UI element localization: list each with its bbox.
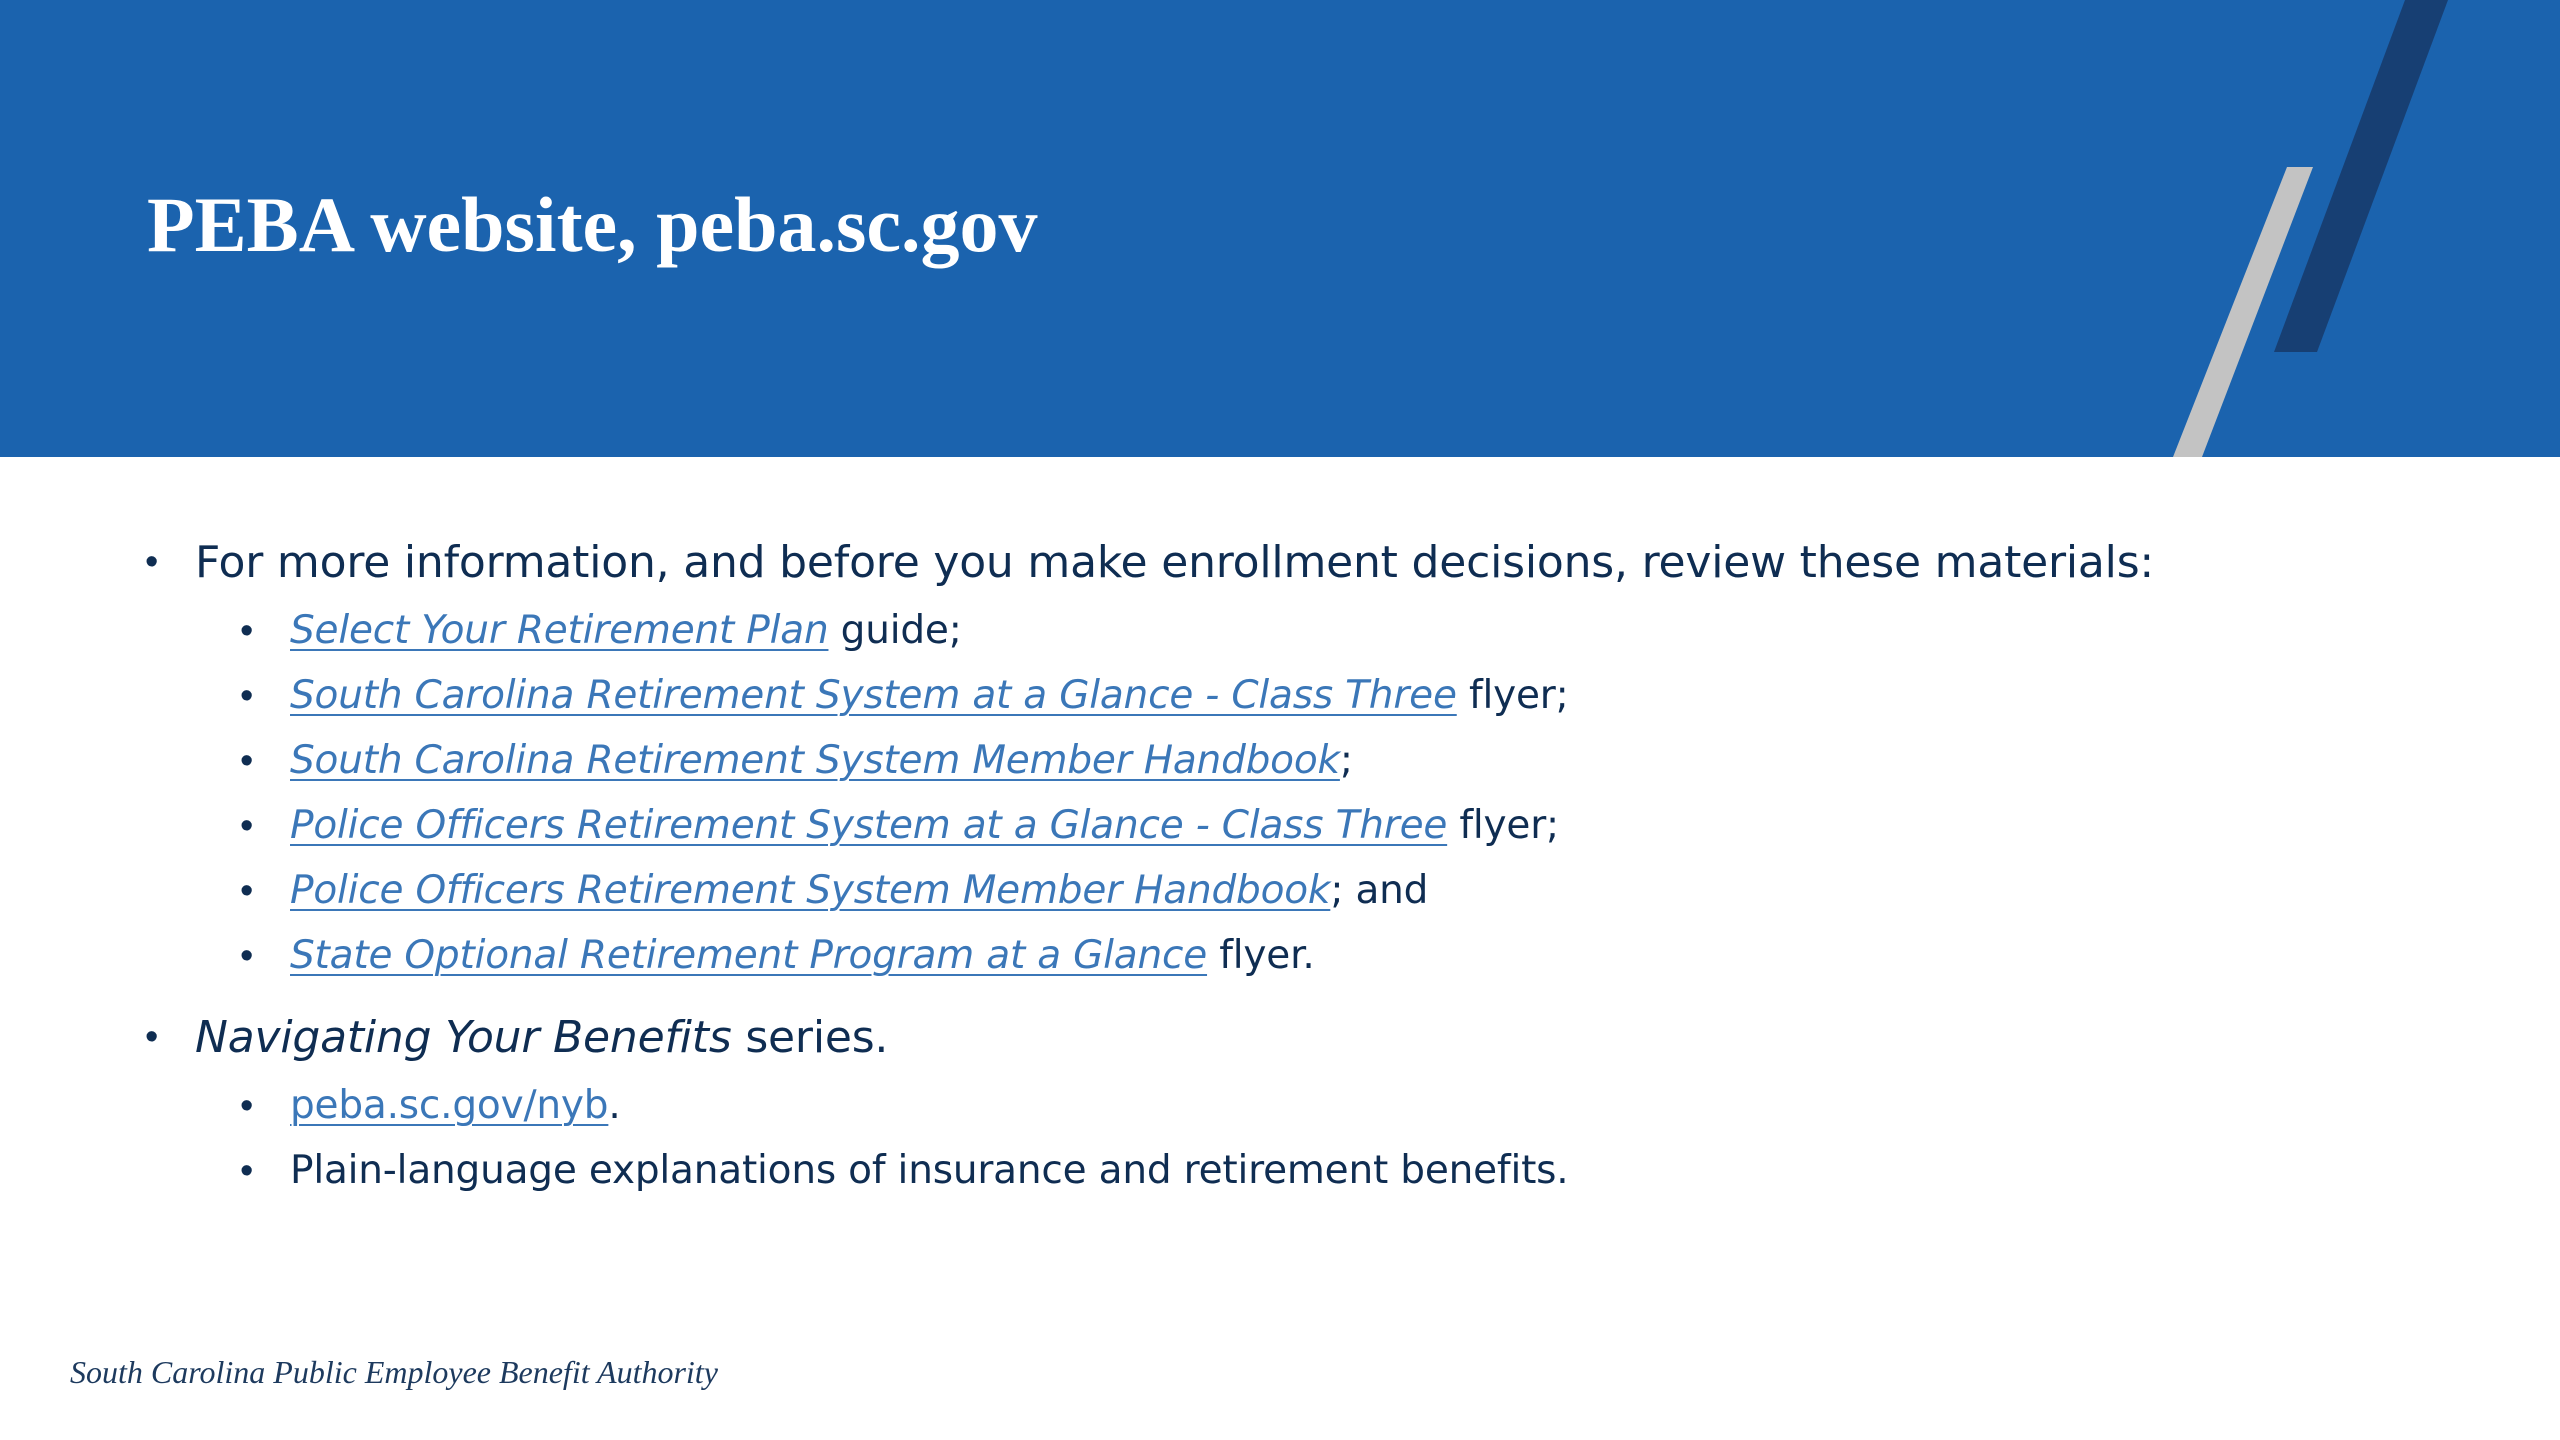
- select-your-retirement-plan-link[interactable]: Select Your Retirement Plan: [290, 608, 829, 653]
- list-item-suffix: ; and: [1330, 868, 1429, 913]
- list-item-navigating-your-benefits: [195, 1008, 888, 1068]
- pors-at-a-glance-link[interactable]: Police Officers Retirement System at a Glance - Class Three: [290, 803, 1448, 848]
- bullet-dot: •: [240, 1150, 254, 1192]
- scrs-at-a-glance-link[interactable]: South Carolina Retirement System at a Glance - Class Three: [290, 673, 1457, 718]
- list-item: [290, 1143, 1569, 1199]
- bullet-dot: •: [240, 805, 254, 847]
- list-item-suffix: guide;: [828, 608, 962, 653]
- list-item-suffix: series.: [731, 1012, 889, 1063]
- bullet-dot: •: [240, 935, 254, 977]
- series-title: Navigating Your Benefits: [195, 1012, 732, 1063]
- list-item-suffix: flyer;: [1447, 803, 1559, 848]
- page-title: PEBA website, peba.sc.gov: [147, 181, 1038, 268]
- bullet-dot: •: [240, 1085, 254, 1127]
- list-item: [290, 798, 1559, 854]
- list-item: [290, 928, 1315, 984]
- list-item-text: For more information, and before you make enrollment decisions, review these materials:: [195, 537, 2155, 588]
- list-item: [290, 863, 1428, 919]
- bullet-dot: •: [240, 870, 254, 912]
- list-item-text: Plain-language explanations of insurance and retirement benefits.: [290, 1148, 1569, 1193]
- list-item-suffix: ;: [1339, 738, 1353, 783]
- footer-organization-name: South Carolina Public Employee Benefit Authority: [70, 1354, 718, 1390]
- list-item-suffix: .: [608, 1083, 621, 1128]
- orp-at-a-glance-link[interactable]: State Optional Retirement Program at a Glance: [290, 933, 1208, 978]
- bullet-dot: •: [240, 740, 254, 782]
- bullet-dot: •: [240, 610, 254, 652]
- bullet-dot: •: [240, 675, 254, 717]
- list-item: [290, 733, 1353, 789]
- list-item: [290, 668, 1569, 724]
- bullet-dot: •: [145, 1016, 159, 1058]
- bullet-dot: •: [145, 541, 159, 583]
- list-item-materials: [195, 533, 2154, 593]
- list-item: [290, 1078, 621, 1134]
- pors-member-handbook-link[interactable]: Police Officers Retirement System Member Handbook: [290, 868, 1331, 913]
- nyb-link[interactable]: peba.sc.gov/nyb: [290, 1083, 609, 1128]
- list-item-suffix: flyer;: [1456, 673, 1569, 718]
- list-item: [290, 603, 962, 659]
- scrs-member-handbook-link[interactable]: South Carolina Retirement System Member Handbook: [290, 738, 1340, 783]
- list-item-suffix: flyer.: [1207, 933, 1315, 978]
